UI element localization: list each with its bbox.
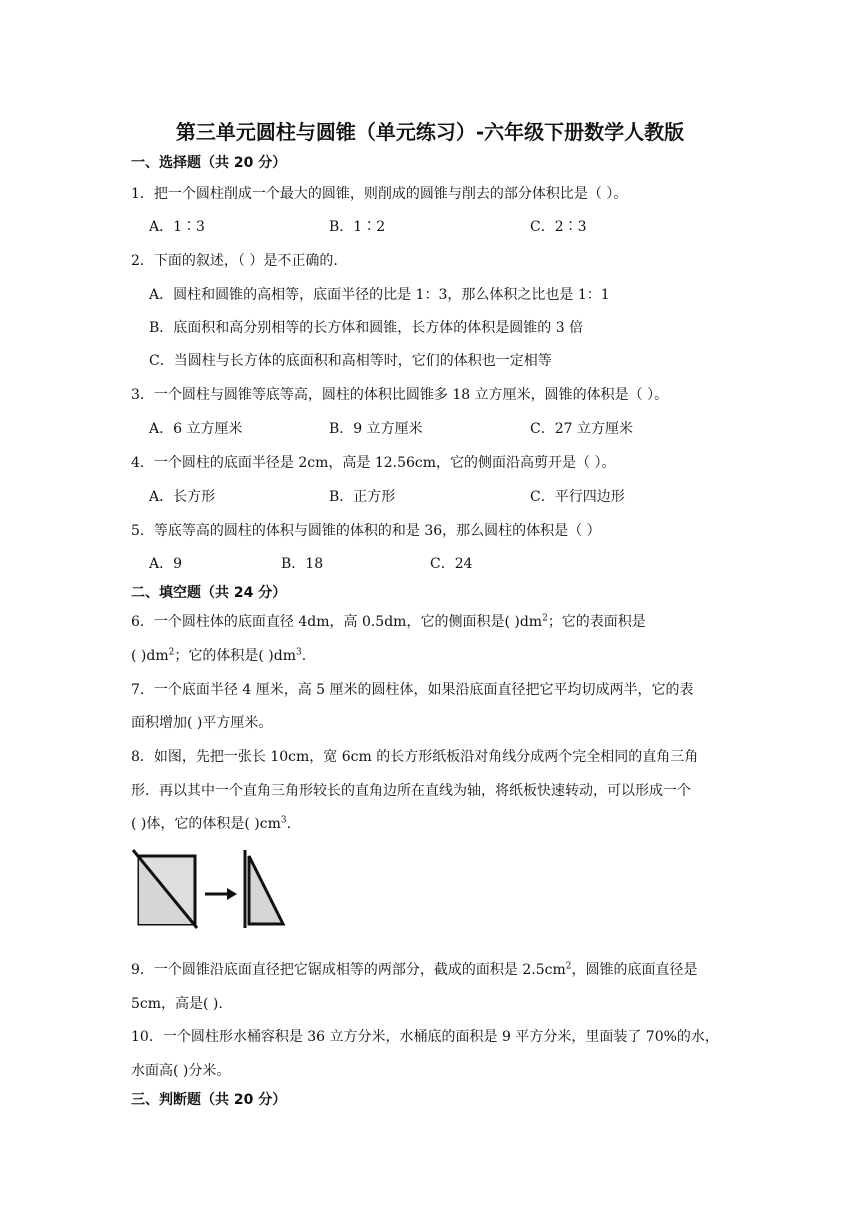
question-8-line-2: 形．再以其中一个直角三角形较长的直角边所在直线为轴，将纸板快速转动，可以形成一个 [131,783,691,799]
section-heading-fill: 二、填空题（共 24 分） [131,585,287,601]
question-1-option-c: C．2∶3 [530,219,587,235]
question-5-stem: 5．等底等高的圆柱的体积与圆锥的体积的和是 36，那么圆柱的体积是（ ） [131,523,601,539]
question-8-line-1: 8．如图，先把一张长 10cm，宽 6cm 的长方形纸板沿对角线分成两个完全相同的直角三角 [131,749,699,765]
superscript: 3 [280,815,287,826]
question-6-text-b: ；它的表面积是 [547,614,646,630]
superscript: 2 [168,647,175,658]
question-1-option-a: A．1∶3 [149,219,205,235]
question-6-line-1 [131,611,646,631]
question-3-option-a: A．6 立方厘米 [149,421,243,437]
section-heading-choice: 一、选择题（共 20 分） [131,155,287,171]
question-2-stem: 2．下面的叙述，（ ）是不正确的. [131,253,338,269]
question-6-text-c: ( )dm [131,648,169,664]
section-heading-judgment: 三、判断题（共 20 分） [131,1092,287,1108]
question-10-line-1: 10．一个圆柱形水桶容积是 36 立方分米，水桶底的面积是 9 平方分米，里面装了 70%的水， [131,1029,719,1045]
question-5-option-c: C．24 [430,556,473,572]
question-4-stem: 4．一个圆柱的底面半径是 2cm，高是 12.56cm，它的侧面沿高剪开是（ ）。 [131,455,616,471]
question-8-line-3 [131,813,291,833]
question-1-stem: 1．把一个圆柱削成一个最大的圆锥，则削成的圆锥与削去的部分体积比是（ ）。 [131,186,628,202]
question-4-option-a: A．长方形 [149,489,216,505]
superscript: 2 [565,961,572,972]
question-6-line-2 [131,645,306,665]
question-6-text-e: . [301,648,307,664]
question-5-option-a: A．9 [149,556,183,572]
question-5-option-b: B．18 [281,556,324,572]
question-3-option-b: B．9 立方厘米 [329,421,423,437]
rectangle-to-triangle-figure [131,848,291,930]
question-1-option-b: B．1∶2 [329,219,386,235]
question-9-line-1 [131,959,697,979]
question-6-text-d: ；它的体积是( )dm [174,648,296,664]
superscript: 2 [542,613,548,624]
question-2-option-b: B．底面积和高分别相等的长方体和圆锥，长方体的体积是圆锥的 3 倍 [149,320,584,336]
question-9-text-a: 9．一个圆锥沿底面直径把它锯成相等的两部分，截成的面积是 2.5cm [131,962,566,978]
page-title: 第三单元圆柱与圆锥（单元练习）-六年级下册数学人教版 [175,120,685,144]
question-9-text-b: ，圆锥的底面直径是 [571,962,698,978]
question-4-option-b: B．正方形 [329,489,396,505]
question-8-text-a: ( )体，它的体积是( )cm [131,816,281,832]
question-8-text-b: . [286,816,292,832]
question-4-option-c: C．平行四边形 [530,489,625,505]
question-3-stem: 3．一个圆柱与圆锥等底等高，圆柱的体积比圆锥多 18 立方厘米，圆锥的体积是（ ）。 [131,387,669,403]
question-7-line-1: 7．一个底面半径 4 厘米，高 5 厘米的圆柱体，如果沿底面直径把它平均切成两半，它的表 [131,682,694,698]
question-6-text-a: 6．一个圆柱体的底面直径 4dm，高 0.5dm，它的侧面积是( )dm [131,614,543,630]
arrow-head-icon [227,888,237,900]
right-triangle-shape [249,856,283,924]
question-7-line-2: 面积增加( )平方厘米。 [131,715,273,731]
question-3-option-c: C．27 立方厘米 [530,421,633,437]
question-9-line-2: 5cm，高是( ). [131,996,223,1012]
question-10-line-2: 水面高( )分米。 [131,1063,231,1079]
question-2-option-c: C．当圆柱与长方体的底面积和高相等时，它们的体积也一定相等 [149,353,552,369]
superscript: 3 [295,647,302,658]
question-2-option-a: A．圆柱和圆锥的高相等，底面半径的比是 1：3，那么体积之比也是 1：1 [149,287,610,303]
